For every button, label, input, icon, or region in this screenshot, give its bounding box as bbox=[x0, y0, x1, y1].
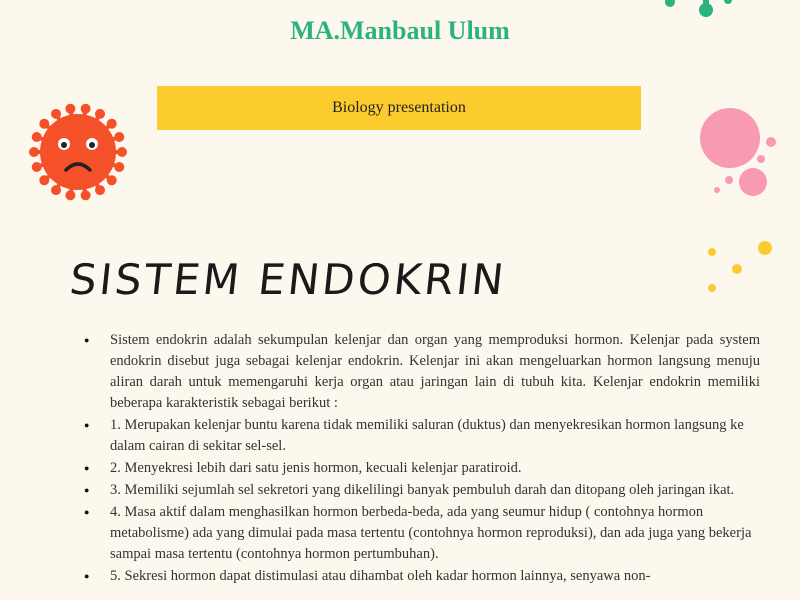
green-splash-icon bbox=[660, 0, 740, 22]
list-item: ● Sistem endokrin adalah sekumpulan kelenjar dan organ yang memproduksi hormon. Kelenjar pada system endokrin disebut juga sebagai kelenjar endokrin. Kelenjar ini akan mengeluarkan hormon langsung menuju aliran darah untuk memengaruhi kerja organ atau jaringan lain di tubuh kita. Kelenjar endokrin memiliki beberapa karakteristik sebagai berikut : bbox=[110, 330, 760, 414]
presentation-banner bbox=[157, 86, 641, 130]
list-item: ● 3. Memiliki sejumlah sel sekretori yang dikelilingi banyak pembuluh darah dan ditopang oleh jaringan ikat. bbox=[110, 480, 760, 501]
list-item: ● 2. Menyekresi lebih dari satu jenis hormon, kecuali kelenjar paratiroid. bbox=[110, 458, 760, 479]
pink-bubbles-icon bbox=[695, 104, 785, 204]
banner-text: Biology presentation bbox=[332, 99, 466, 116]
list-item: ● 1. Merupakan kelenjar buntu karena tidak memiliki saluran (duktus) dan menyekresikan hormon langsung ke dalam cairan di sekitar sel-sel. bbox=[110, 415, 760, 457]
list-item: ● 4. Masa aktif dalam menghasilkan hormon berbeda-beda, ada yang seumur hidup ( contohnya hormon metabolisme) ada yang dimulai pada masa tertentu (contohnya hormon reproduksi), dan ada juga yang bekerja sampai masa tertentu (contohnya hormon pertumbuhan). bbox=[110, 502, 760, 565]
sad-virus-icon bbox=[26, 100, 130, 204]
yellow-dots-icon bbox=[700, 235, 790, 300]
content-list bbox=[78, 330, 760, 588]
list-item: ● 5. Sekresi hormon dapat distimulasi atau dihambat oleh kadar hormon lainnya, senyawa non- bbox=[110, 566, 760, 587]
slide-title: SISTEM ENDOKRIN bbox=[67, 255, 509, 304]
school-name: MA.Manbaul Ulum bbox=[290, 16, 510, 45]
